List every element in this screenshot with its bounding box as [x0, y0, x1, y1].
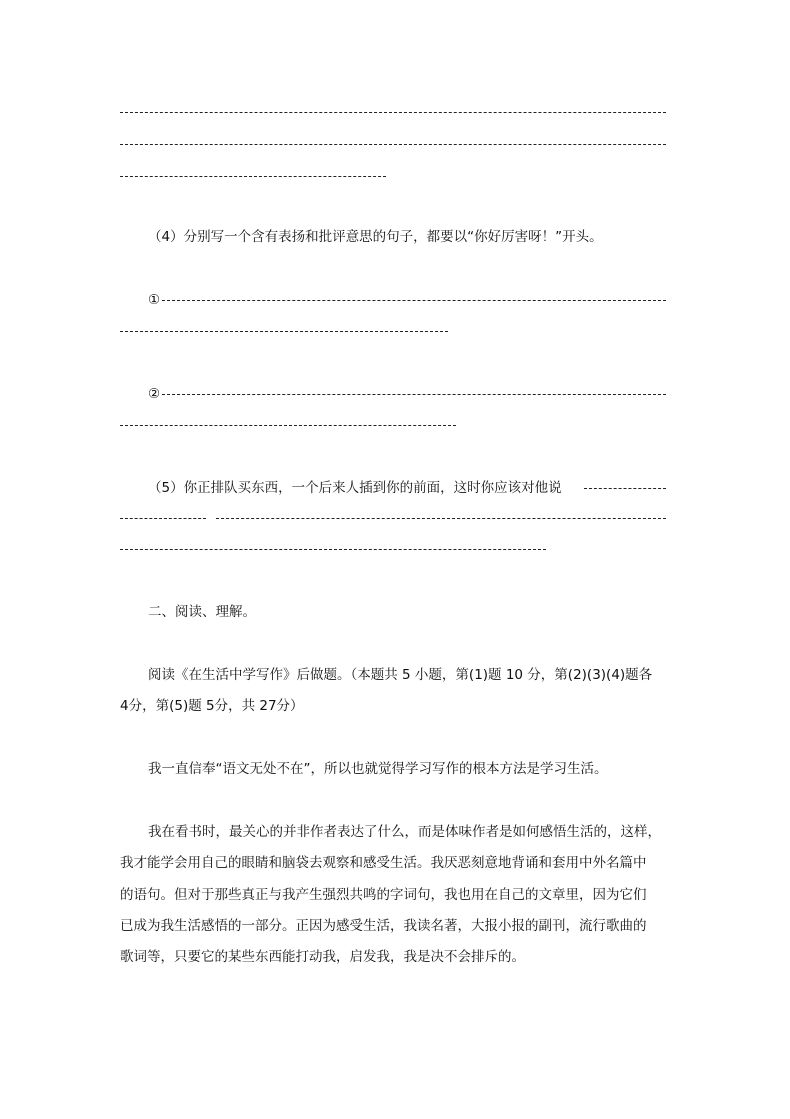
paragraph-2-line: 我才能学会用自己的眼睛和脑袋去观察和感受生活。我厌恶刻意地背诵和套用中外名篇中: [120, 855, 647, 871]
answer-line[interactable]: [216, 518, 666, 519]
answer-line[interactable]: [120, 144, 666, 145]
answer-line[interactable]: [162, 300, 666, 301]
answer-line[interactable]: [584, 488, 666, 489]
answer-marker-2: ②: [148, 386, 161, 402]
answer-line[interactable]: [120, 331, 448, 332]
paragraph-2-line: 歌词等，只要它的某些东西能打动我，启发我，我是决不会排斥的。: [120, 949, 525, 965]
answer-line[interactable]: [120, 176, 386, 177]
answer-line[interactable]: [162, 394, 666, 395]
answer-line[interactable]: [120, 518, 206, 519]
section-heading: 二、阅读、理解。: [148, 604, 256, 620]
paragraph-2-line: 的语句。但对于那些真正与我产生强烈共鸣的字词句，我也用在自己的文章里，因为它们: [120, 887, 647, 903]
reading-instruction-cont: 4分，第(5)题 5分，共 27分）: [120, 698, 304, 714]
question-5-prompt: （5）你正排队买东西，一个后来人插到你的前面，这时你应该对他说: [148, 480, 562, 496]
paragraph-2-line: 已成为我生活感悟的一部分。正因为感受生活，我读名著，大报小报的副刊，流行歌曲的: [120, 918, 647, 934]
answer-marker-1: ①: [148, 292, 161, 308]
paragraph-2-line: 我在看书时，最关心的并非作者表达了什么，而是体味作者是如何感悟生活的，这样，: [148, 824, 661, 840]
question-4-prompt: （4）分别写一个含有表扬和批评意思的句子，都要以“你好厉害呀！”开头。: [148, 229, 603, 245]
answer-line[interactable]: [120, 549, 546, 550]
reading-instruction: 阅读《在生活中学写作》后做题。（本题共 5 小题，第(1)题 10 分，第(2)(3)(4)题各: [148, 667, 653, 683]
answer-line[interactable]: [120, 112, 666, 113]
answer-line[interactable]: [120, 425, 456, 426]
paragraph-1: 我一直信奉“语文无处不在”，所以也就觉得学习写作的根本方法是学习生活。: [148, 761, 608, 777]
